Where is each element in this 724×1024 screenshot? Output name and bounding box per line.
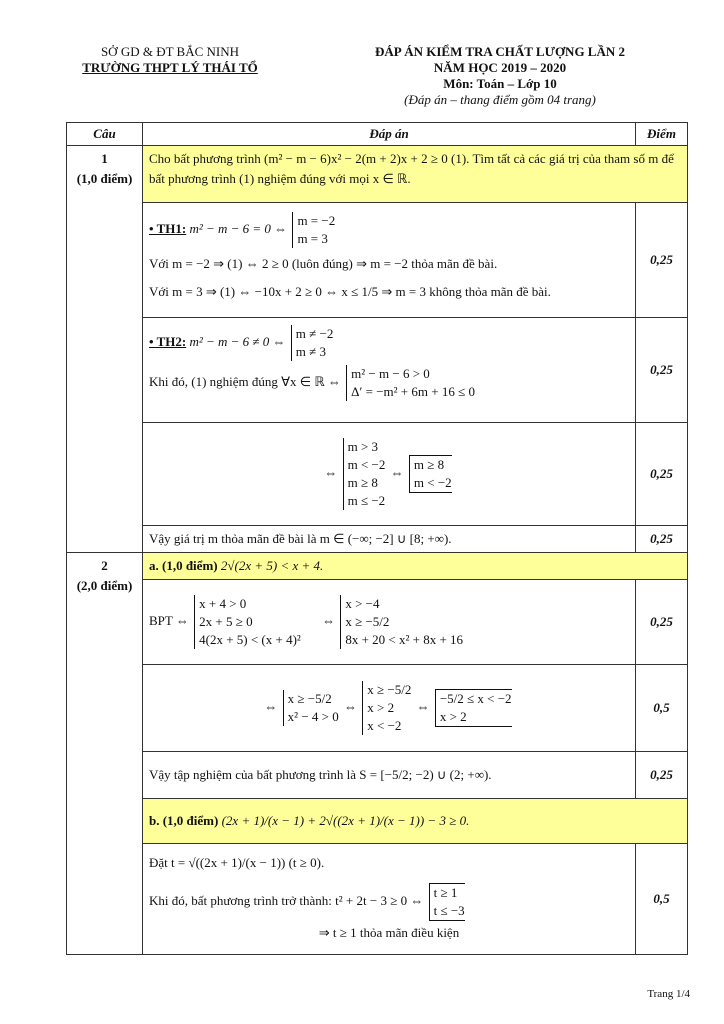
school-year: NĂM HỌC 2019 – 2020 <box>433 60 567 75</box>
q2b-head-row <box>67 799 688 844</box>
th2-system2 <box>346 365 475 401</box>
a1-line2: 8x + 20 < x² + 8x + 16 <box>345 632 464 647</box>
q2a-step1: BPT ⇔ x + 4 > 0 2x + 5 ≥ 0 4(2x + 5) < (x + 4)² ⇔ x > −4 x ≥ −5/2 8x + 20 < x² + 8x + 16 <box>143 580 636 665</box>
step3-res-line: m ≥ 8 <box>413 457 445 472</box>
q1-cell <box>67 146 143 553</box>
q2a-step2: ⇔ x ≥ −5/2 x² − 4 > 0 ⇔ x ≥ −5/2 x > 2 x < −2 ⇔ −5/2 ≤ x < −2 x > 2 <box>143 665 636 752</box>
q2b-step-row <box>67 844 688 955</box>
a2-result <box>435 689 512 727</box>
score-q2-4: 0,5 <box>636 844 688 955</box>
a2-res-line: x > 2 <box>439 709 467 724</box>
answer-table <box>66 122 688 955</box>
q1-concl-row <box>67 526 688 553</box>
q2-number: 2 <box>101 558 108 573</box>
q2b-steps <box>143 844 636 955</box>
a1-line2: x > −4 <box>345 596 380 611</box>
th1-line2: Với m = −2 ⇒ (1) ⇔ 2 ≥ 0 (luôn đúng) ⇒ m = −2 thỏa mãn đề bài. <box>149 256 498 271</box>
q1-conclusion: Vậy giá trị m thỏa mãn đề bài là m ∈ (−∞; −2] ∪ [8; +∞). <box>143 526 636 553</box>
q2a-step1-row <box>67 580 688 665</box>
header-right <box>320 44 680 108</box>
b3-line: ⇒ t ≥ 1 thỏa mãn điều kiện <box>318 925 460 940</box>
q1-prompt: Cho bất phương trình (m² − m − 6)x² − 2(m + 2)x + 2 ≥ 0 (1). Tìm tất cả các giá trị của tham số m để bất phương trình (1) nghiệm đúng với mọi x ∈ ℝ. <box>143 146 688 203</box>
q2-points: (2,0 điểm) <box>76 578 133 593</box>
q2-cell <box>67 553 143 955</box>
a1-line: 2x + 5 ≥ 0 <box>199 614 253 629</box>
q2b-prompt <box>143 799 688 844</box>
q2a-step2-row <box>67 665 688 752</box>
col-question: Câu <box>67 123 143 146</box>
q1-points: (1,0 điểm) <box>76 171 133 186</box>
th2-eq: m² − m − 6 ≠ 0 ⇔ <box>189 333 286 349</box>
th1-system <box>292 212 335 248</box>
th2-line2: Khi đó, (1) nghiệm đúng ∀x ∈ ℝ ⇔ <box>149 373 341 389</box>
school-name: TRƯỜNG THPT LÝ THÁI TỔ <box>82 60 258 75</box>
a2-line: x ≥ −5/2 <box>287 691 332 706</box>
score-q2-3: 0,25 <box>636 752 688 799</box>
a1-system2 <box>340 595 463 649</box>
q2b-head: b. (1,0 điểm) <box>149 813 219 828</box>
th1-eq: m² − m − 6 = 0 ⇔ <box>189 220 288 236</box>
b1-line: Đặt t = √((2x + 1)/(x − 1)) (t ≥ 0). <box>149 855 325 870</box>
th2-system <box>291 325 334 361</box>
a2-line: x² − 4 > 0 <box>287 709 339 724</box>
a2-system2 <box>362 681 411 735</box>
q1-step3: ⇔ m > 3 m < −2 m ≥ 8 m ≤ −2 ⇔ m ≥ 8 m < −2 <box>143 423 636 526</box>
q2a-conclusion: Vậy tập nghiệm của bất phương trình là S = [−5/2; −2) ∪ (2; +∞). <box>143 752 636 799</box>
step3-system <box>343 438 386 510</box>
q2a-head: a. (1,0 điểm) <box>149 558 218 573</box>
table-header <box>67 123 688 146</box>
th2-sys-line: m ≠ 3 <box>295 344 327 359</box>
col-answer: Đáp án <box>143 123 636 146</box>
score-q1-3: 0,25 <box>636 423 688 526</box>
q1-case1 <box>143 203 636 318</box>
a1-line: x + 4 > 0 <box>199 596 247 611</box>
step3-line: m ≥ 8 <box>347 475 378 490</box>
q2a-concl-row <box>67 752 688 799</box>
q1-case2-row <box>67 318 688 423</box>
a2-line2: x ≥ −5/2 <box>367 682 412 697</box>
col-score: Điểm <box>636 123 688 146</box>
q1-case2 <box>143 318 636 423</box>
th1-sys-line: m = −2 <box>297 213 336 228</box>
a1-line: 4(2x + 5) < (x + 4)² <box>199 632 301 647</box>
dept-name: SỞ GD & ĐT BẮC NINH <box>100 44 240 59</box>
q2a-head-row <box>67 553 688 580</box>
b2-result <box>429 883 465 921</box>
b2-line: Khi đó, bất phương trình trở thành: t² + 2t − 3 ≥ 0 ⇔ <box>149 892 424 908</box>
doc-note: (Đáp án – thang điểm gồm 04 trang) <box>404 92 596 107</box>
th1-label: • TH1: <box>149 220 187 236</box>
score-q2-2: 0,5 <box>636 665 688 752</box>
bpt-label: BPT ⇔ <box>149 612 189 628</box>
a1-line2: x ≥ −5/2 <box>345 614 390 629</box>
page-footer: Trang 1/4 <box>647 988 690 1000</box>
q1-prompt-row <box>67 146 688 203</box>
a2-res-line: −5/2 ≤ x < −2 <box>439 691 512 706</box>
a2-system <box>283 690 339 726</box>
header-left <box>40 44 300 76</box>
th2-sys2-line: m² − m − 6 > 0 <box>351 366 430 381</box>
th2-label: • TH2: <box>149 333 187 349</box>
score-q2-1: 0,25 <box>636 580 688 665</box>
score-q1-2: 0,25 <box>636 318 688 423</box>
step3-line: m < −2 <box>347 457 386 472</box>
th1-sys-line: m = 3 <box>297 231 328 246</box>
q2b-eq: (2x + 1)/(x − 1) + 2√((2x + 1)/(x − 1)) − 3 ≥ 0. <box>221 813 470 828</box>
q2a-prompt <box>143 553 688 580</box>
subject: Môn: Toán – Lớp 10 <box>443 76 557 91</box>
q2a-eq: 2√(2x + 5) < x + 4. <box>220 558 324 573</box>
th2-sys-line: m ≠ −2 <box>295 326 334 341</box>
step3-line: m > 3 <box>347 439 379 454</box>
a2-line2: x < −2 <box>367 718 402 733</box>
step3-line: m ≤ −2 <box>347 493 386 508</box>
q1-number: 1 <box>101 151 108 166</box>
step3-res-line: m < −2 <box>413 475 452 490</box>
b2-res-line: t ≥ 1 <box>433 885 458 900</box>
score-q1-1: 0,25 <box>636 203 688 318</box>
th1-line3: Với m = 3 ⇒ (1) ⇔ −10x + 2 ≥ 0 ⇔ x ≤ 1/5 ⇒ m = 3 không thỏa mãn đề bài. <box>149 284 551 299</box>
score-q1-4: 0,25 <box>636 526 688 553</box>
step3-result <box>409 455 452 493</box>
q1-step3-row <box>67 423 688 526</box>
a1-system <box>194 595 301 649</box>
b2-res-line: t ≤ −3 <box>433 903 465 918</box>
th2-sys2-line: Δ′ = −m² + 6m + 16 ≤ 0 <box>351 384 475 399</box>
doc-title: ĐÁP ÁN KIỂM TRA CHẤT LƯỢNG LẦN 2 <box>374 44 626 59</box>
a2-line2: x > 2 <box>367 700 395 715</box>
q1-case1-row <box>67 203 688 318</box>
